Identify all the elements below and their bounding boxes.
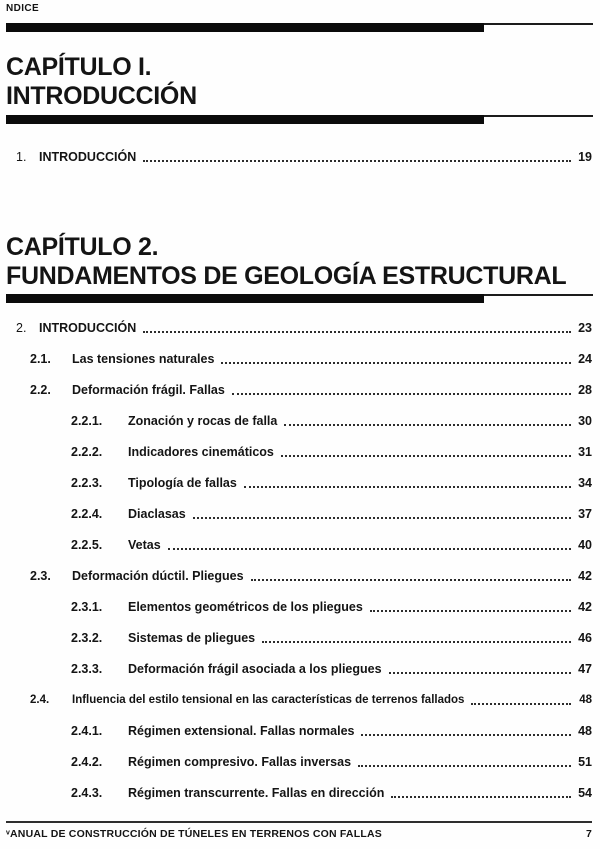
rule-thick-segment bbox=[6, 115, 484, 124]
toc-list-chapter-2 bbox=[6, 321, 592, 801]
entry-page: 19 bbox=[578, 150, 592, 164]
entry-page: 37 bbox=[578, 507, 592, 521]
dot-leader bbox=[143, 331, 571, 333]
entry-number: 2.2.4. bbox=[71, 507, 103, 521]
entry-number: 2.2.3. bbox=[71, 476, 103, 490]
entry-page: 24 bbox=[578, 352, 592, 366]
toc-entry bbox=[6, 600, 592, 615]
dot-leader bbox=[251, 579, 571, 581]
entry-label: Régimen transcurrente. Fallas en dirección bbox=[128, 786, 385, 800]
dot-leader bbox=[281, 455, 571, 457]
entry-label: Sistemas de pliegues bbox=[128, 631, 256, 645]
dot-leader bbox=[358, 765, 571, 767]
toc-list-chapter-1 bbox=[6, 150, 592, 165]
entry-number: 2. bbox=[16, 321, 27, 335]
entry-page: 34 bbox=[578, 476, 592, 490]
dot-leader bbox=[370, 610, 571, 612]
toc-entry bbox=[6, 352, 592, 367]
rule-thick-segment bbox=[6, 294, 484, 303]
chapter-1-title bbox=[6, 53, 592, 111]
rule-thick-segment bbox=[6, 23, 484, 32]
entry-page: 40 bbox=[578, 538, 592, 552]
entry-page: 42 bbox=[578, 600, 592, 614]
chapter-1-title-line1: CAPÍTULO I. bbox=[6, 53, 152, 81]
entry-label: INTRODUCCIÓN bbox=[39, 150, 137, 164]
entry-page: 48 bbox=[578, 724, 592, 738]
section-rule-chapter-2 bbox=[6, 294, 592, 303]
entry-number: 2.2.5. bbox=[71, 538, 103, 552]
toc-entry bbox=[6, 755, 592, 770]
dot-leader bbox=[361, 734, 571, 736]
dot-leader bbox=[284, 424, 571, 426]
footer-page-number: 7 bbox=[585, 828, 592, 840]
dot-leader bbox=[471, 703, 571, 705]
toc-entry bbox=[6, 150, 592, 165]
entry-label: Vetas bbox=[128, 538, 161, 552]
entry-number: 2.2.1. bbox=[71, 414, 103, 428]
toc-entry bbox=[6, 383, 592, 398]
dot-leader bbox=[391, 796, 571, 798]
entry-label: Zonación y rocas de falla bbox=[128, 414, 278, 428]
entry-label: Tipología de fallas bbox=[128, 476, 237, 490]
running-head: NDICE bbox=[6, 3, 40, 14]
entry-number: 2.2.2. bbox=[71, 445, 103, 459]
entry-label: Régimen extensional. Fallas normales bbox=[128, 724, 355, 738]
entry-number: 2.1. bbox=[30, 352, 51, 366]
toc-entry bbox=[6, 724, 592, 739]
toc-entry bbox=[6, 662, 592, 677]
toc-entry bbox=[6, 445, 592, 460]
toc-entry bbox=[6, 693, 592, 708]
section-rule-top bbox=[6, 23, 592, 32]
entry-page: 31 bbox=[578, 445, 592, 459]
chapter-2-title-line1: CAPÍTULO 2. bbox=[6, 233, 159, 261]
entry-number: 2.3. bbox=[30, 569, 51, 583]
entry-number: 2.4. bbox=[30, 694, 50, 706]
entry-page: 42 bbox=[578, 569, 592, 583]
chapter-1-title-line2: INTRODUCCIÓN bbox=[6, 82, 197, 110]
entry-label: Deformación dúctil. Pliegues bbox=[72, 569, 244, 583]
dot-leader bbox=[221, 362, 571, 364]
entry-page: 54 bbox=[578, 786, 592, 800]
entry-label: Las tensiones naturales bbox=[72, 352, 215, 366]
entry-label: Deformación frágil asociada a los pliegues bbox=[128, 662, 382, 676]
dot-leader bbox=[232, 393, 571, 395]
entry-number: 2.3.1. bbox=[71, 600, 103, 614]
rule-thin-segment bbox=[484, 294, 593, 296]
toc-entry bbox=[6, 631, 592, 646]
toc-entry bbox=[6, 321, 592, 336]
toc-entry bbox=[6, 786, 592, 801]
entry-label: INTRODUCCIÓN bbox=[39, 321, 137, 335]
entry-label: Indicadores cinemáticos bbox=[128, 445, 274, 459]
entry-page: 28 bbox=[578, 383, 592, 397]
entry-number: 2.4.2. bbox=[71, 755, 103, 769]
footer-book-title: ᵛANUAL DE CONSTRUCCIÓN DE TÚNELES EN TERRENOS CON FALLAS bbox=[6, 828, 382, 840]
entry-number: 2.3.3. bbox=[71, 662, 103, 676]
entry-number: 1. bbox=[16, 150, 27, 164]
toc-entry bbox=[6, 538, 592, 553]
entry-page: 47 bbox=[578, 662, 592, 676]
dot-leader bbox=[389, 672, 571, 674]
entry-number: 2.4.3. bbox=[71, 786, 103, 800]
entry-label: Elementos geométricos de los pliegues bbox=[128, 600, 363, 614]
entry-page: 23 bbox=[578, 321, 592, 335]
dot-leader bbox=[193, 517, 571, 519]
toc-entry bbox=[6, 569, 592, 584]
entry-label: Diaclasas bbox=[128, 507, 186, 521]
toc-entry bbox=[6, 507, 592, 522]
entry-number: 2.4.1. bbox=[71, 724, 103, 738]
dot-leader bbox=[143, 160, 571, 162]
entry-number: 2.2. bbox=[30, 383, 51, 397]
rule-thin-segment bbox=[484, 23, 593, 25]
page-footer bbox=[6, 821, 592, 840]
dot-leader bbox=[168, 548, 571, 550]
entry-page: 30 bbox=[578, 414, 592, 428]
section-rule-chapter-1 bbox=[6, 115, 592, 124]
entry-page: 48 bbox=[579, 694, 592, 706]
toc-entry bbox=[6, 476, 592, 491]
entry-page: 46 bbox=[578, 631, 592, 645]
dot-leader bbox=[244, 486, 571, 488]
entry-label: Deformación frágil. Fallas bbox=[72, 383, 225, 397]
entry-label: Régimen compresivo. Fallas inversas bbox=[128, 755, 352, 769]
chapter-2-title-line2: FUNDAMENTOS DE GEOLOGÍA ESTRUCTURAL bbox=[6, 262, 567, 290]
entry-page: 51 bbox=[578, 755, 592, 769]
dot-leader bbox=[262, 641, 571, 643]
rule-thin-segment bbox=[484, 115, 593, 117]
toc-entry bbox=[6, 414, 592, 429]
entry-label: Influencia del estilo tensional en las características de terrenos fallados bbox=[72, 694, 465, 706]
entry-number: 2.3.2. bbox=[71, 631, 103, 645]
chapter-2-title bbox=[6, 233, 592, 291]
